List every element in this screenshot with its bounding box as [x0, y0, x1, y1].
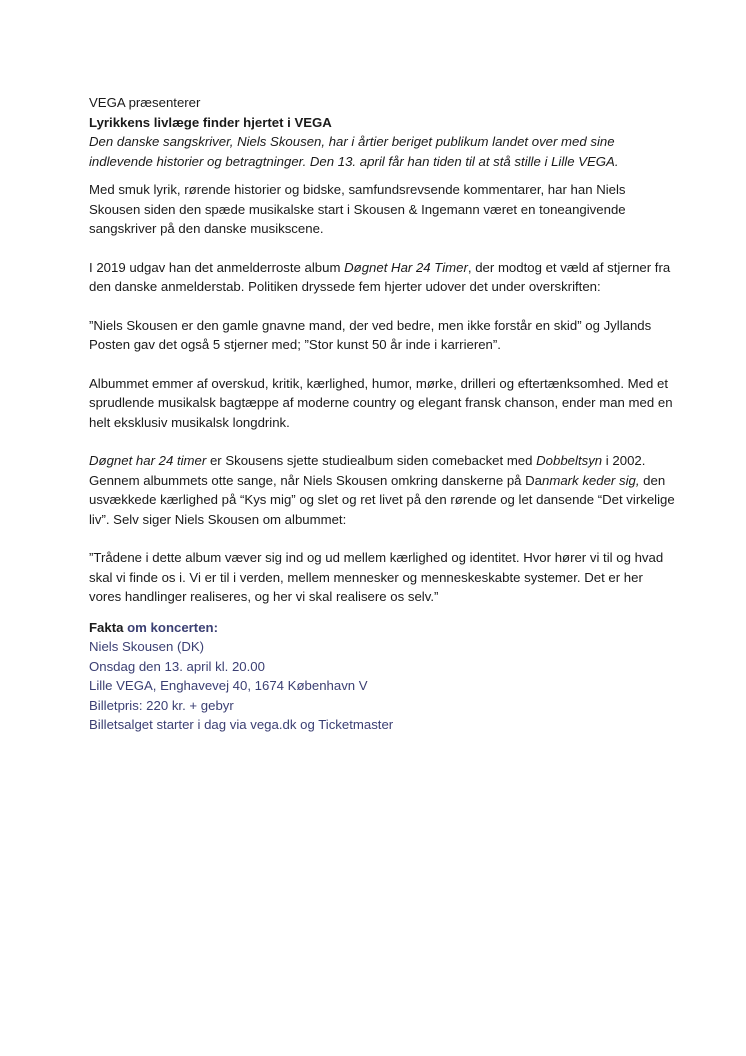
- paragraph-album-release: [89, 258, 676, 297]
- facts-line-date: Onsdag den 13. april kl. 20.00: [89, 658, 265, 674]
- p5-text-b: i 2002. Gennem albummets otte sange, når Niels Skousen omkring danskerne på Da: [89, 453, 646, 488]
- facts-title-a: Fakta: [89, 619, 124, 635]
- paragraph-reviews: ”Niels Skousen er den gamle gnavne mand, der ved bedre, men ikke forstår en skid” og Jyllands Posten gav det også 5 stjerner med; ”Stor kunst 50 år inde i karrieren”.: [89, 317, 652, 352]
- lede-line-2: indlevende historier og betragtninger. Den 13. april får han tiden til at stå stille i Lille VEGA.: [89, 153, 619, 169]
- headline: Lyrikkens livlæge finder hjertet i VEGA: [89, 114, 332, 130]
- facts-title: [89, 618, 676, 638]
- facts-line-price: Billetpris: 220 kr. + gebyr: [89, 697, 234, 713]
- album-title-2: Døgnet har 24 timer: [89, 453, 207, 468]
- lede: [89, 132, 676, 171]
- facts-title-b: om koncerten:: [123, 619, 218, 635]
- album-title: Døgnet Har 24 Timer: [344, 259, 468, 275]
- paragraph-album-context: [89, 451, 676, 529]
- paragraph-album-description: Albummet emmer af overskud, kritik, kærlighed, humor, mørke, drilleri og eftertænksomhed. Med et sprudlende musikalsk bagtæppe af moderne country og elegant fransk chanson, ender man med en helt eksklusiv musikalsk longdrink.: [89, 375, 673, 430]
- previous-album-title: Dobbeltsyn: [536, 453, 603, 468]
- p5-text-c: den usvækkede kærlighed på “Kys mig” og slet og ret livet på den rørende og let dansende “Det virkelige liv”. Selv siger Niels Skousen om albummet:: [89, 472, 675, 527]
- facts-line-ticket-sale: Billetsalget starter i dag via vega.dk og Ticketmaster: [89, 717, 394, 732]
- paragraph-intro: Med smuk lyrik, rørende historier og bidske, samfundsrevsende kommentarer, har han Niels Skousen siden den spæde musikalske start i Skousen & Ingemann været en toneangivende sangskriver på den danske musikscene.: [89, 182, 626, 236]
- song-title: nmark keder sig,: [542, 472, 640, 488]
- lede-line-1: Den danske sangskriver, Niels Skousen, har i årtier beriget publikum landet over med sine: [89, 134, 615, 149]
- facts-line-venue: Lille VEGA, Enghavevej 40, 1674 København V: [89, 678, 368, 693]
- presents-line: VEGA præsenterer: [89, 95, 201, 110]
- p5-text-a: er Skousens sjette studiealbum siden comebacket med: [206, 453, 537, 468]
- paragraph-quote: ”Trådene i dette album væver sig ind og ud mellem kærlighed og identitet. Hvor hører vi til og hvad skal vi finde os i. Vi er til i verden, mellem mennesker og menneskeskabte systemer. Det er her vores handlinger realiseres, og her vi skal realisere os selv.”: [89, 550, 664, 604]
- p2-text-a: I 2019 udgav han det anmelderroste album: [89, 259, 345, 275]
- facts-line-artist: Niels Skousen (DK): [89, 639, 205, 654]
- facts-section: [89, 618, 676, 735]
- p2-text-b: , der modtog et væld af stjerner fra den danske anmelderstab. Politiken dryssede fem hjerter udover det under overskriften:: [89, 259, 671, 294]
